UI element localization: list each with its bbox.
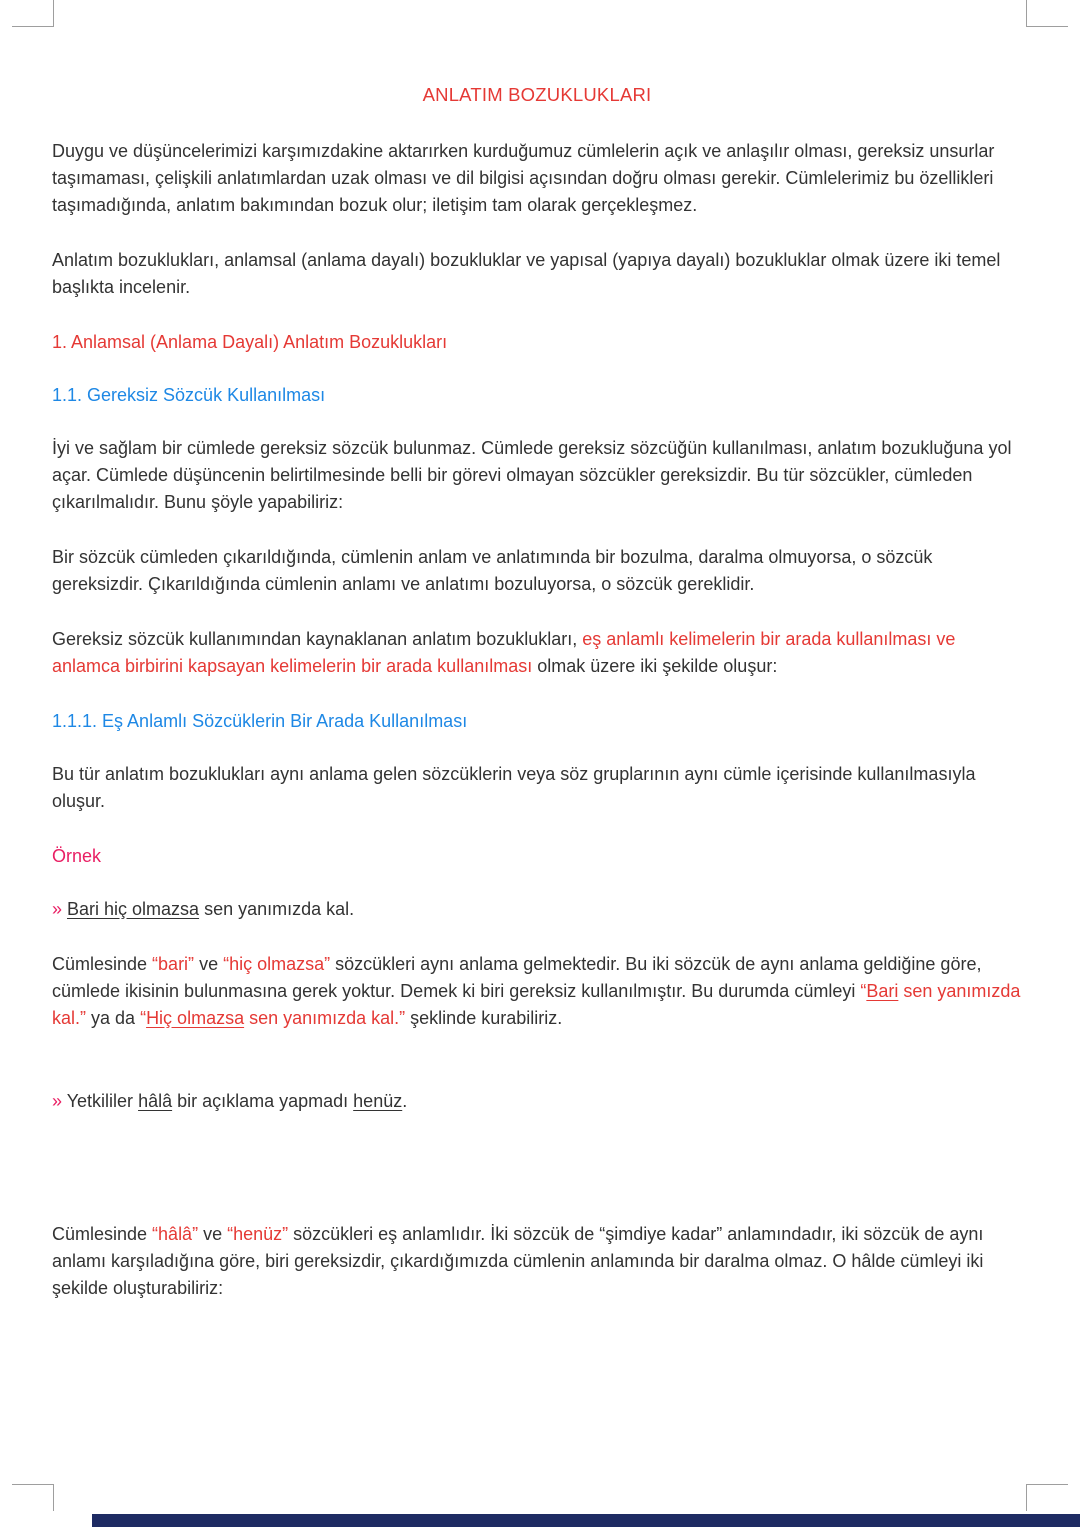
text-segment: “hiç olmazsa” <box>223 954 331 974</box>
text-segment: eş anlamlı kelimelerin bir arada kullanılması ve anlamca birbirini kapsayan kelimelerin bir arada kullanılması <box>52 629 956 676</box>
rule-paragraph <box>52 544 1022 598</box>
text-segment: Duygu ve düşüncelerimizi karşımızdakine aktarırken kurduğumuz cümlelerin açık ve anlaşılır olması, gereksiz unsurlar taşımaması, çelişkili anlatımlardan uzak olması ve dil bilgisi açısından doğru olması gerekir. Cümlelerimiz bu özellikleri taşımadığında, anlatım bakımından bozuk olur; iletişim tam olarak gerçekleşmez. <box>52 141 995 215</box>
text-segment: bir açıklama yapmadı <box>172 1091 354 1111</box>
text-segment: Anlatım bozuklukları, anlamsal (anlama dayalı) bozukluklar ve yapısal (yapıya dayalı) bozukluklar olmak üzere iki temel başlıkta incelenir. <box>52 250 1001 297</box>
text-segment: Cümlesinde <box>52 1224 153 1244</box>
explanation-paragraph-1 <box>52 951 1022 1032</box>
section-heading-1: 1. Anlamsal (Anlama Dayalı) Anlatım Bozuklukları <box>52 332 448 352</box>
text-segment: Gereksiz sözcük kullanımından kaynaklanan anlatım bozuklukları, <box>52 629 583 649</box>
text-segment: “ <box>140 1008 147 1028</box>
text-segment: » <box>52 1091 67 1111</box>
spacer-large <box>52 1143 1022 1221</box>
corner-mark-top-right <box>1026 0 1068 27</box>
intro-paragraph <box>52 138 1022 219</box>
text-segment: » <box>52 899 68 919</box>
text-segment: “henüz” <box>227 1224 289 1244</box>
text-segment: henüz <box>353 1091 403 1111</box>
text-segment: Cümlesinde <box>52 954 153 974</box>
document-title: ANLATIM BOZUKLUKLARI <box>422 84 652 105</box>
overview-paragraph <box>52 247 1022 301</box>
text-segment: Bu tür anlatım bozuklukları aynı anlama gelen sözcüklerin veya söz gruplarının aynı cümle içerisinde kullanılmasıyla oluşur. <box>52 764 976 811</box>
subsection-heading-1-1: 1.1. Gereksiz Sözcük Kullanılması <box>52 385 326 405</box>
text-segment: sen yanımızda kal.” <box>244 1008 406 1028</box>
corner-mark-bottom-right <box>1026 1484 1068 1511</box>
text-segment: sözcükleri eş anlamlıdır. İki sözcük de “şimdiye kadar” anlamındadır, iki sözcük de aynı anlamı karşıladığına göre, biri gereksizdir, çıkardığımızda cümlenin anlamında bir daralma olmaz. O hâlde cümleyi iki şekilde oluşturabiliriz: <box>52 1224 984 1298</box>
example-sentence-2 <box>52 1088 1022 1115</box>
example-sentence-1 <box>52 896 1022 923</box>
corner-mark-top-left <box>12 0 54 27</box>
corner-mark-bottom-left <box>12 1484 54 1511</box>
text-segment: Yetkililer <box>66 1091 139 1111</box>
definition-paragraph <box>52 435 1022 516</box>
text-segment: “ <box>860 981 867 1001</box>
text-segment: Hiç olmazsa <box>146 1008 245 1028</box>
text-segment: sen yanımızda kal.” <box>52 981 1021 1028</box>
text-segment: . <box>402 1091 408 1111</box>
text-segment: sözcükleri aynı anlama gelmektedir. Bu iki sözcük de aynı anlama geldiğine göre, cümlede ikisinin bulunmasına gerek yoktur. Demek ki biri gereksiz kullanılmıştır. Bu durumda cümleyi <box>52 954 982 1001</box>
subsection-heading-1-1-1: 1.1.1. Eş Anlamlı Sözcüklerin Bir Arada Kullanılması <box>52 711 468 731</box>
text-segment: sen yanımızda kal. <box>199 899 355 919</box>
text-segment: Bari hiç olmazsa <box>67 899 200 919</box>
classification-paragraph <box>52 626 1022 680</box>
text-segment: “hâlâ” <box>152 1224 199 1244</box>
text-segment: İyi ve sağlam bir cümlede gereksiz sözcük bulunmaz. Cümlede gereksiz sözcüğün kullanılması, anlatım bozukluğuna yol açar. Cümlede düşüncenin belirtilmesinde belli bir görevi olmayan sözcükler gereksizdir. Bu tür sözcükler, cümleden çıkarılmalıdır. Bunu şöyle yapabiliriz: <box>52 438 1012 512</box>
text-segment: Bari <box>866 981 899 1001</box>
example-heading: Örnek <box>52 846 102 866</box>
explanation-paragraph-2 <box>52 1221 1022 1302</box>
text-segment: hâlâ <box>138 1091 173 1111</box>
text-segment: ya da <box>86 1008 141 1028</box>
spacer-small <box>52 1060 1022 1088</box>
text-segment: “bari” <box>152 954 195 974</box>
text-segment: ve <box>194 954 224 974</box>
text-segment: şeklinde kurabiliriz. <box>405 1008 563 1028</box>
footer-bar <box>92 1514 1080 1527</box>
text-segment: olmak üzere iki şekilde oluşur: <box>532 656 778 676</box>
text-segment: ve <box>198 1224 228 1244</box>
text-segment: Bir sözcük cümleden çıkarıldığında, cümlenin anlam ve anlatımında bir bozulma, daralma olmuyorsa, o sözcük gereksizdir. Çıkarıldığında cümlenin anlamı ve anlatımı bozuluyorsa, o sözcük gereklidir. <box>52 547 933 594</box>
subsection-definition-paragraph <box>52 761 1022 815</box>
